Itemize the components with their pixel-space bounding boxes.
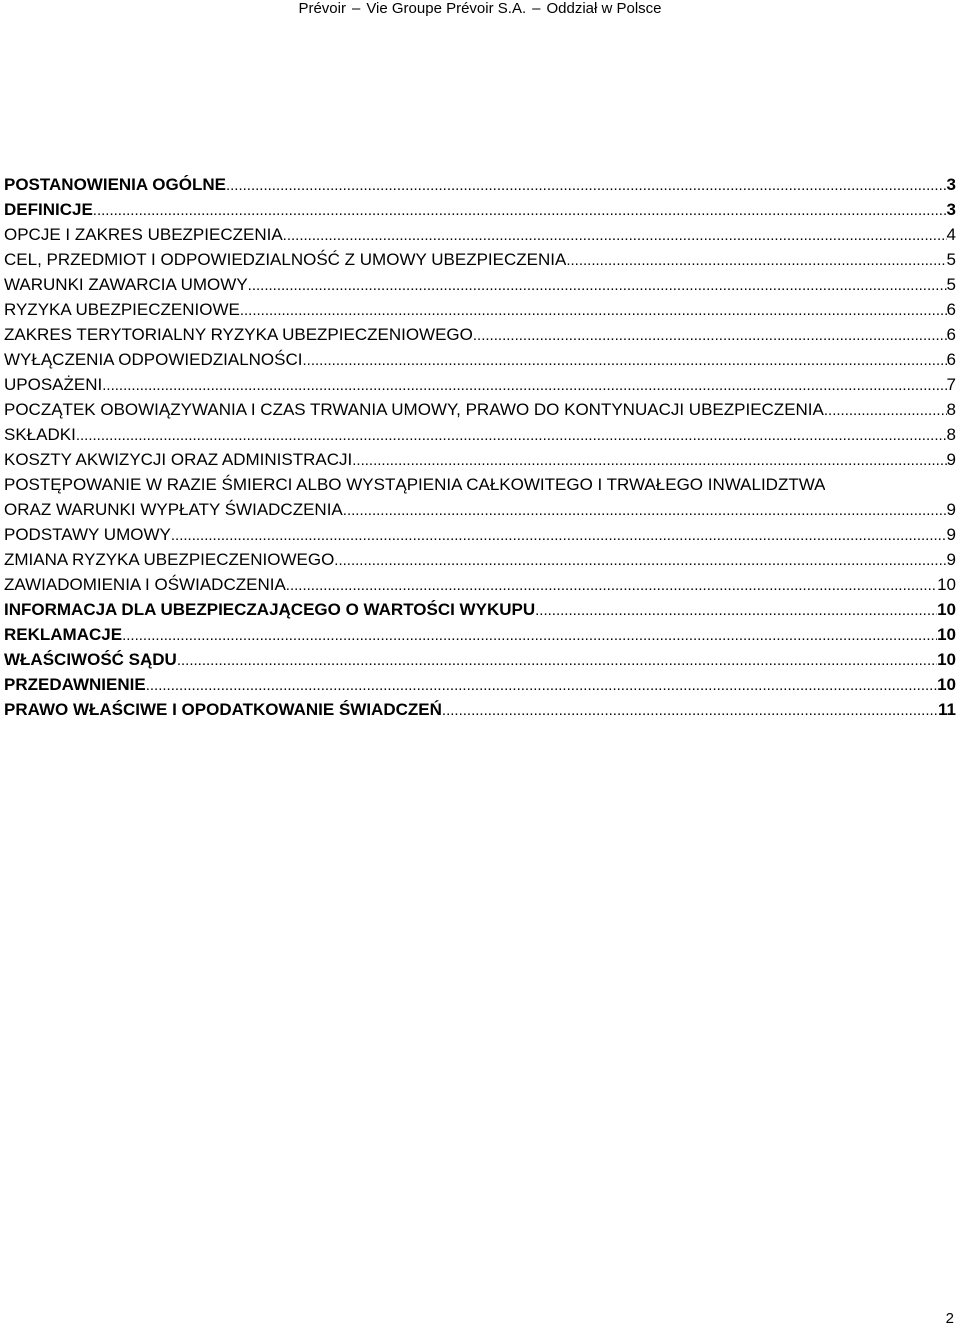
toc-entry[interactable] [4,272,956,297]
toc-entry[interactable] [4,222,956,247]
toc-entry-title: ORAZ WARUNKI WYPŁATY ŚWIADCZENIA [4,500,343,519]
toc-dot-leader [146,672,937,698]
toc-dot-leader [535,597,937,623]
toc-dot-leader [93,197,947,223]
toc-entry-title: POCZĄTEK OBOWIĄZYWANIA I CZAS TRWANIA UMOWY, PRAWO DO KONTYNUACJI UBEZPIECZENIA [4,400,824,419]
toc-entry-page: 9 [946,450,956,469]
toc-entry-title: CEL, PRZEDMIOT I ODPOWIEDZIALNOŚĆ Z UMOWY UBEZPIECZENIA [4,250,567,269]
toc-entry[interactable] [4,447,956,472]
toc-entry[interactable] [4,522,956,547]
toc-entry-page: 10 [937,675,956,694]
toc-entry-page: 10 [937,575,956,594]
header-dash-2: – [532,0,541,17]
header-group: Vie Groupe Prévoir S.A. [366,0,527,17]
header-branch: Oddział w Polsce [546,0,662,17]
toc-entry-title: OPCJE I ZAKRES UBEZPIECZENIA [4,225,283,244]
toc-entry[interactable] [4,247,956,272]
toc-entry[interactable] [4,622,956,647]
toc-entry-page: 9 [946,550,956,569]
toc-entry-title: KOSZTY AKWIZYCJI ORAZ ADMINISTRACJI [4,450,353,469]
toc-dot-leader [177,647,937,673]
toc-dot-leader [442,697,938,723]
toc-entry[interactable] [4,697,956,722]
toc-entry-title: PRZEDAWNIENIE [4,675,146,694]
toc-dot-leader [283,222,947,248]
toc-entry-page: 9 [946,500,956,519]
toc-entry-page: 5 [946,275,956,294]
toc-entry-page: 10 [937,650,956,669]
page-number: 2 [945,1310,954,1327]
toc-entry[interactable] [4,497,956,522]
toc-entry-page: 3 [946,200,956,219]
toc-entry-page: 10 [937,625,956,644]
toc-entry-title: PRAWO WŁAŚCIWE I OPODATKOWANIE ŚWIADCZEŃ [4,700,442,719]
toc-entry-title: POSTĘPOWANIE W RAZIE ŚMIERCI ALBO WYSTĄPIENIA CAŁKOWITEGO I TRWAŁEGO INWALIDZTWA [4,475,826,494]
toc-entry-page: 8 [946,425,956,444]
toc-dot-leader [122,622,937,648]
toc-entry[interactable] [4,472,956,497]
toc-entry[interactable] [4,397,956,422]
toc-entry-page: 6 [946,325,956,344]
toc-entry[interactable] [4,672,956,697]
toc-entry[interactable] [4,547,956,572]
toc-entry[interactable] [4,347,956,372]
toc-dot-leader [824,397,947,423]
toc-dot-leader [102,372,946,398]
toc-entry[interactable] [4,572,956,597]
toc-entry-title: DEFINICJE [4,200,93,219]
toc-entry[interactable] [4,372,956,397]
toc-entry-page: 9 [946,525,956,544]
toc-entry-page: 6 [946,300,956,319]
toc-entry-page: 7 [946,375,956,394]
toc-entry-page: 11 [938,700,956,719]
toc-dot-leader [171,522,947,548]
page-header [0,0,960,17]
toc-dot-leader [76,422,947,448]
toc-entry[interactable] [4,597,956,622]
toc-entry-title: ZAWIADOMIENIA I OŚWIADCZENIA [4,575,286,594]
toc-dot-leader [352,447,946,473]
toc-entry-page: 4 [946,225,956,244]
toc-entry-title: ZAKRES TERYTORIALNY RYZYKA UBEZPIECZENIOWEGO [4,325,473,344]
toc-dot-leader [248,272,947,298]
toc-entry-title: SKŁADKI [4,425,76,444]
toc-entry-page: 3 [946,175,956,194]
header-company: Prévoir [298,0,346,17]
toc-entry-title: WŁAŚCIWOŚĆ SĄDU [4,650,177,669]
toc-entry-page: 5 [946,250,956,269]
toc-dot-leader [226,172,947,198]
toc-dot-leader [566,247,946,273]
toc-dot-leader [334,547,946,573]
toc-dot-leader [286,572,937,598]
toc-entry[interactable] [4,647,956,672]
toc-entry-page: 8 [946,400,956,419]
toc-entry-title: WARUNKI ZAWARCIA UMOWY [4,275,248,294]
toc-entry-title: UPOSAŻENI [4,375,103,394]
toc-entry[interactable] [4,172,956,197]
toc-dot-leader [303,347,947,373]
toc-entry[interactable] [4,322,956,347]
toc-entry[interactable] [4,297,956,322]
toc-entry-title: WYŁĄCZENIA ODPOWIEDZIALNOŚCI [4,350,303,369]
toc-entry-title: INFORMACJA DLA UBEZPIECZAJĄCEGO O WARTOŚCI WYKUPU [4,600,536,619]
toc-entry-title: ZMIANA RYZYKA UBEZPIECZENIOWEGO [4,550,335,569]
toc-entry-title: REKLAMACJE [4,625,123,644]
table-of-contents [4,172,956,722]
toc-entry[interactable] [4,422,956,447]
toc-entry-page: 6 [946,350,956,369]
toc-entry-title: RYZYKA UBEZPIECZENIOWE [4,300,240,319]
toc-entry[interactable] [4,197,956,222]
toc-entry-title: PODSTAWY UMOWY [4,525,171,544]
toc-entry-title: POSTANOWIENIA OGÓLNE [4,175,226,194]
header-dash: – [351,0,361,17]
toc-dot-leader [473,322,947,348]
toc-entry-page: 10 [937,600,956,619]
toc-dot-leader [343,497,947,523]
toc-dot-leader [240,297,947,323]
